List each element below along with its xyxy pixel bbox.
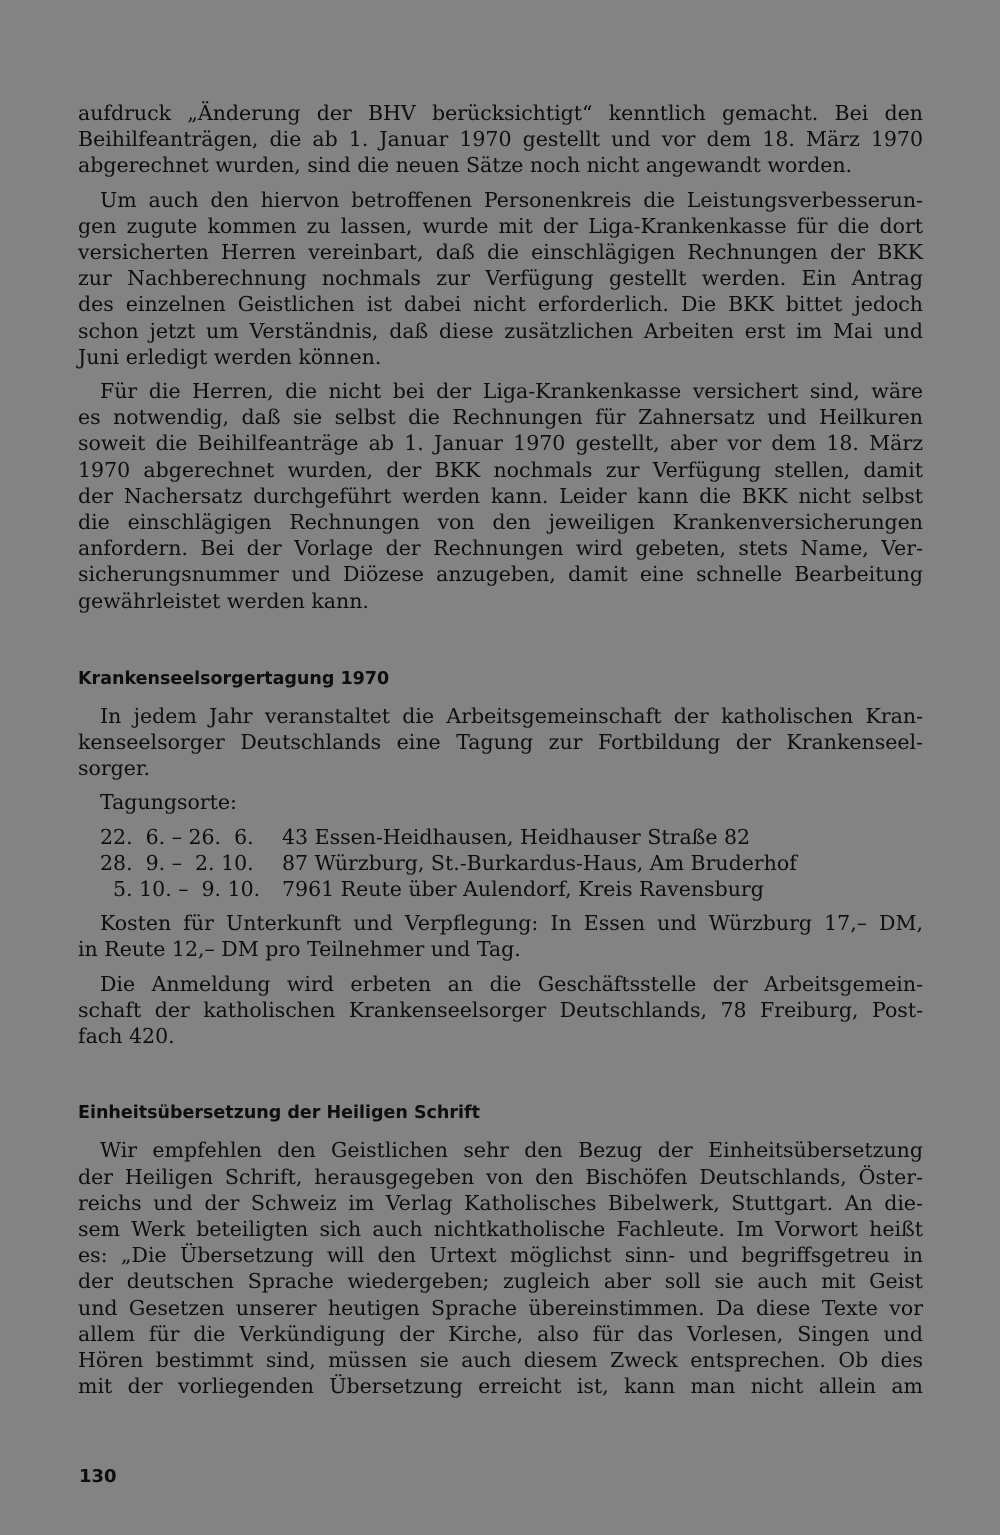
text-line: fach 420.	[78, 1024, 175, 1049]
paragraph	[78, 1137, 923, 1399]
text-line: schaft der katholischen Krankenseelsorger Deutschlands, 78 Freiburg, Post-	[78, 997, 923, 1022]
text-line: Hören bestimmt sind, müssen sie auch diesem Zweck entsprechen. Ob dies	[78, 1347, 923, 1372]
text-line: gewährleistet werden kann.	[78, 588, 369, 613]
text-line: In jedem Jahr veranstaltet die Arbeitsgemeinschaft der katholischen Kran-	[100, 703, 923, 728]
text-line: allem für die Verkündigung der Kirche, also für das Vorlesen, Singen und	[78, 1321, 923, 1346]
text-line: kenseelsorger Deutschlands eine Tagung zur Fortbildung der Krankenseel-	[78, 730, 923, 755]
venue-place: 7961 Reute über Aulendorf, Kreis Ravensburg	[282, 877, 764, 902]
venue-date: 28. 9. – 2. 10.	[100, 850, 254, 875]
continuation-paragraph	[78, 100, 923, 179]
section-heading: Einheitsübersetzung der Heiligen Schrift	[78, 1103, 480, 1124]
text-line: Juni erledigt werden können.	[78, 344, 382, 369]
page-number: 130	[79, 1466, 117, 1487]
paragraph	[78, 187, 923, 370]
text-line: anfordern. Bei der Vorlage der Rechnungen wird gebeten, stets Name, Ver-	[78, 536, 923, 561]
text-line: der deutschen Sprache wiedergeben; zugleich aber soll sie auch mit Geist	[78, 1269, 923, 1294]
venue-date: 22. 6. – 26. 6.	[100, 824, 254, 849]
text-line: 1970 abgerechnet wurden, der BKK nochmals zur Verfügung stellen, damit	[78, 457, 923, 482]
venue-schedule	[78, 824, 923, 903]
paragraph	[78, 910, 923, 962]
paragraph	[78, 378, 923, 614]
text-line: Die Anmeldung wird erbeten an die Geschäftsstelle der Arbeitsgemein-	[100, 971, 923, 996]
text-line: der Heiligen Schrift, herausgegeben von den Bischöfen Deutschlands, Öster-	[78, 1164, 923, 1189]
text-line: es notwendig, daß sie selbst die Rechnungen für Zahnersatz und Heilkuren	[78, 405, 923, 430]
venue-place: 43 Essen-Heidhausen, Heidhauser Straße 82	[282, 824, 751, 849]
section-heading: Krankenseelsorgertagung 1970	[78, 668, 390, 689]
text-line: der Nachersatz durchgeführt werden kann. Leider kann die BKK nicht selbst	[78, 483, 923, 508]
text-line: soweit die Beihilfeanträge ab 1. Januar 1970 gestellt, aber vor dem 18. März	[78, 431, 923, 456]
paragraph	[78, 971, 923, 1050]
text-line: abgerechnet wurden, sind die neuen Sätze noch nicht angewandt worden.	[78, 153, 853, 178]
text-line: sicherungsnummer und Diözese anzugeben, damit eine schnelle Bearbeitung	[78, 562, 923, 587]
text-line: schon jetzt um Verständnis, daß diese zusätzlichen Arbeiten erst im Mai und	[78, 318, 923, 343]
text-line: versicherten Herren vereinbart, daß die einschlägigen Rechnungen der BKK	[78, 240, 923, 265]
text-line: Kosten für Unterkunft und Verpflegung: In Essen und Würzburg 17,– DM,	[100, 911, 923, 936]
venue-row	[78, 876, 923, 902]
text-line: des einzelnen Geistlichen ist dabei nicht erforderlich. Die BKK bittet jedoch	[78, 292, 923, 317]
venue-place: 87 Würzburg, St.-Burkardus-Haus, Am Bruderhof	[282, 850, 797, 875]
text-line: in Reute 12,– DM pro Teilnehmer und Tag.	[78, 937, 521, 962]
text-line: mit der vorliegenden Übersetzung erreicht ist, kann man nicht allein am	[78, 1374, 923, 1399]
venues-label: Tagungsorte:	[100, 790, 237, 815]
paragraph	[78, 703, 923, 782]
text-line: reichs und der Schweiz im Verlag Katholisches Bibelwerk, Stuttgart. An die-	[78, 1190, 923, 1215]
text-line: Beihilfeanträgen, die ab 1. Januar 1970 gestellt und vor dem 18. März 1970	[78, 127, 923, 152]
text-line: sorger.	[78, 756, 150, 781]
venue-date: 5. 10. – 9. 10.	[100, 877, 261, 902]
text-line: zur Nachberechnung nochmals zur Verfügung gestellt werden. Ein Antrag	[78, 266, 923, 291]
text-line: es: „Die Übersetzung will den Urtext möglichst sinn- und begriffsgetreu in	[78, 1243, 923, 1268]
text-line: sem Werk beteiligten sich auch nichtkatholische Fachleute. Im Vorwort heißt	[78, 1216, 923, 1241]
venue-row	[78, 850, 923, 876]
page-body	[78, 100, 923, 1399]
text-line: Wir empfehlen den Geistlichen sehr den Bezug der Einheitsübersetzung	[100, 1138, 923, 1163]
text-line: und Gesetzen unserer heutigen Sprache übereinstimmen. Da diese Texte vor	[78, 1295, 923, 1320]
text-line: Um auch den hiervon betroffenen Personenkreis die Leistungsverbesserun-	[100, 187, 923, 212]
text-line: die einschlägigen Rechnungen von den jeweiligen Krankenversicherungen	[78, 510, 923, 535]
venue-row	[78, 824, 923, 850]
text-line: aufdruck „Änderung der BHV berücksichtigt“ kenntlich gemacht. Bei den	[78, 101, 923, 125]
text-line: gen zugute kommen zu lassen, wurde mit der Liga-Krankenkasse für die dort	[78, 213, 923, 238]
text-line: Für die Herren, die nicht bei der Liga-Krankenkasse versichert sind, wäre	[100, 379, 923, 404]
